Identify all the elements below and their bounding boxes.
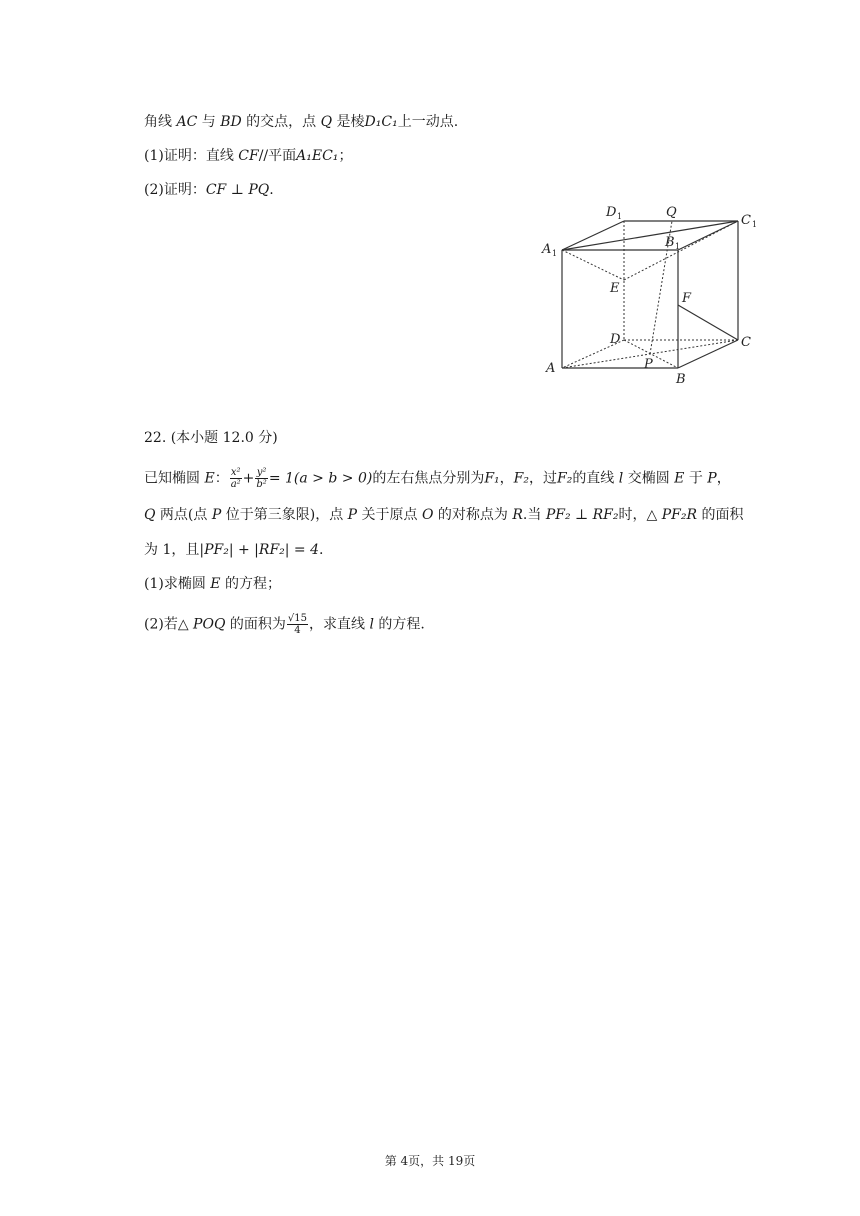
label-d1-sub: 1	[617, 212, 623, 221]
label-a1: A	[542, 242, 552, 257]
q21-line-2: (1)证明：直线 CF//平面A₁EC₁；	[144, 148, 353, 164]
q22-line-4: (1)求椭圆 E 的方程；	[144, 576, 281, 592]
label-a: A	[546, 361, 556, 376]
q22-header: 22. (本小题 12.0 分)	[144, 430, 278, 446]
q22-line-3: 为 1，且|PF₂| + |RF₂| = 4.	[144, 542, 324, 558]
fraction-sqrt15-4: $\frac{√15}{4}$	[287, 613, 307, 636]
label-q: Q	[666, 205, 677, 220]
q22-line-2: Q 两点(点 P 位于第三象限)，点 P 关于原点 O 的对称点为 R.当 PF₂ ⊥ RF₂时，△ PF₂R 的面积	[144, 507, 744, 523]
label-d: D	[610, 332, 621, 347]
label-f: F	[682, 291, 692, 306]
label-e: E	[610, 281, 620, 296]
q22-line-5: (2)若△ POQ 的面积为 $\frac{√15}{4}$ ，求直线 l 的方程.	[144, 613, 425, 636]
label-c1: C	[741, 213, 751, 228]
label-c1-sub: 1	[752, 220, 758, 229]
q22-line-1: 已知椭圆 E： $\frac{\text{x²}}{\text{a²}}$ + $\frac{\text{y²}}{\text{b²}}$ = 1(a > b > 0)的左右焦点分别为F₁，F₂，过F₂的直线 l 交椭圆 E 于 P，	[144, 467, 731, 490]
label-b1: B	[665, 235, 675, 250]
label-d1: D	[606, 205, 617, 220]
cube-figure	[538, 200, 768, 390]
label-b: B	[676, 372, 686, 387]
label-p: P	[644, 357, 653, 372]
q21-line-1: 角线 AC 与 BD 的交点，点 Q 是棱D₁C₁上一动点.	[144, 114, 459, 130]
fraction-y2-b2: $\frac{\text{y²}}{\text{b²}}$	[256, 467, 267, 490]
label-b1-sub: 1	[675, 242, 681, 251]
q21-line-3: (2)证明：CF ⊥ PQ.	[144, 182, 274, 198]
fraction-x2-a2: $\frac{\text{x²}}{\text{a²}}$	[230, 467, 241, 490]
label-a1-sub: 1	[552, 249, 558, 258]
page-footer: 第 4页，共 19页	[384, 1154, 476, 1168]
label-c: C	[741, 335, 751, 350]
